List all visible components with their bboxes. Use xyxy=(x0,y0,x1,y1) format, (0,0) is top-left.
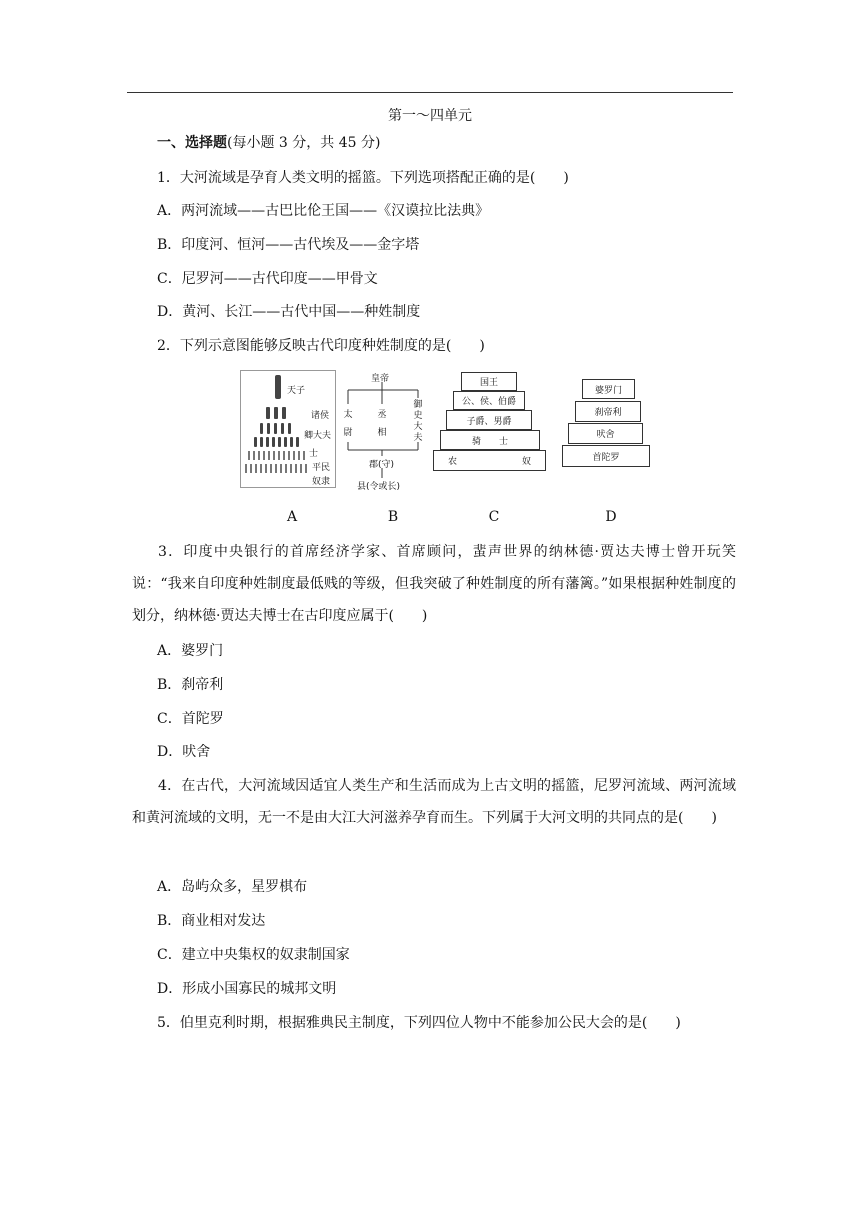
figure-label-b: B xyxy=(387,509,399,525)
figure-d-kshatriya: 刹帝利 xyxy=(575,401,641,422)
header-rule xyxy=(127,92,733,93)
figure-c-king: 国王 xyxy=(461,372,517,391)
q3-option-b: B．刹帝利 xyxy=(157,677,224,693)
figure-label-a: A xyxy=(286,509,298,525)
q4-option-c: C．建立中央集权的奴隶制国家 xyxy=(157,947,350,963)
q5-stem: 5．伯里克利时期，根据雅典民主制度，下列四位人物中不能参加公民大会的是( ) xyxy=(157,1015,681,1031)
figure-c-peasant: 农 xyxy=(448,457,458,467)
figure-b xyxy=(340,368,428,492)
figure-b-jun: 郡(守) xyxy=(369,460,395,470)
figure-b-chengxiang: 丞相 xyxy=(377,410,387,438)
q3-stem: 3．印度中央银行的首席经济学家、首席顾问，蜚声世界的纳林德·贾达夫博士曾开玩笑说：“我来自印度种姓制度最低贱的等级，但我突破了种姓制度的所有藩篱。”如果根据种姓制度的划分，纳林德·贾达夫博士在古印度应属于( ) xyxy=(132,544,736,624)
q2-stem: 2．下列示意图能够反映古代印度种姓制度的是( ) xyxy=(157,338,485,354)
figure-b-emperor: 皇帝 xyxy=(371,374,390,384)
figure-a-label-pingmin: 平民 xyxy=(312,463,331,473)
q4-option-b: B．商业相对发达 xyxy=(157,913,266,929)
figure-a-label-nuli: 奴隶 xyxy=(312,477,331,487)
q4-option-a: A．岛屿众多，星罗棋布 xyxy=(157,879,308,895)
figure-c-viscount: 子爵、男爵 xyxy=(446,410,532,430)
figure-c-serf: 奴 xyxy=(521,457,531,467)
figure-b-xian: 县(令或长) xyxy=(357,482,401,492)
figure-c-peasant-serf xyxy=(433,450,546,471)
figure-d-vaishya: 吠舍 xyxy=(568,423,643,444)
q4-option-d: D．形成小国寡民的城邦文明 xyxy=(157,981,337,997)
figure-a-label-zhuhou: 诸侯 xyxy=(311,411,330,421)
section-note: (每小题 3 分，共 45 分) xyxy=(227,135,381,151)
figure-a-label-shi: 士 xyxy=(309,449,319,459)
figure-c-duke: 公、侯、伯爵 xyxy=(453,391,525,410)
q3-option-d: D．吠舍 xyxy=(157,744,211,760)
figure-b-yushidafu: 御史大夫 xyxy=(413,400,423,443)
q1-option-d: D．黄河、长江——古代中国——种姓制度 xyxy=(157,304,421,320)
section-label: 一、选择题 xyxy=(157,135,227,151)
q1-option-b: B．印度河、恒河——古代埃及——金字塔 xyxy=(157,237,420,253)
q3-option-a: A．婆罗门 xyxy=(157,643,224,659)
page-title: 第一～四单元 xyxy=(388,108,472,124)
figure-b-taiwei: 太尉 xyxy=(343,410,353,438)
figure-d-shudra: 首陀罗 xyxy=(562,445,650,467)
figure-label-c: C xyxy=(488,509,500,525)
q1-option-a: A．两河流域——古巴比伦王国——《汉谟拉比法典》 xyxy=(157,203,490,219)
q1-option-c: C．尼罗河——古代印度——甲骨文 xyxy=(157,271,378,287)
figure-a xyxy=(240,370,336,488)
figure-label-d: D xyxy=(605,509,617,525)
q4-stem: 4．在古代，大河流域因适宜人类生产和生活而成为上古文明的摇篮，尼罗河流域、两河流域和黄河流域的文明，无一不是由大江大河滋养孕育而生。下列属于大河文明的共同点的是( ) xyxy=(132,778,736,826)
section-heading xyxy=(157,133,380,153)
figure-a-label-qingdafu: 卿大夫 xyxy=(304,431,332,441)
q3-option-c: C．首陀罗 xyxy=(157,711,224,727)
figure-d-brahmin: 婆罗门 xyxy=(582,379,635,399)
figure-c-knight: 骑 士 xyxy=(440,430,540,450)
figure-a-label-tianzi: 天子 xyxy=(287,386,306,396)
q1-stem: 1．大河流域是孕育人类文明的摇篮。下列选项搭配正确的是( ) xyxy=(157,170,569,186)
